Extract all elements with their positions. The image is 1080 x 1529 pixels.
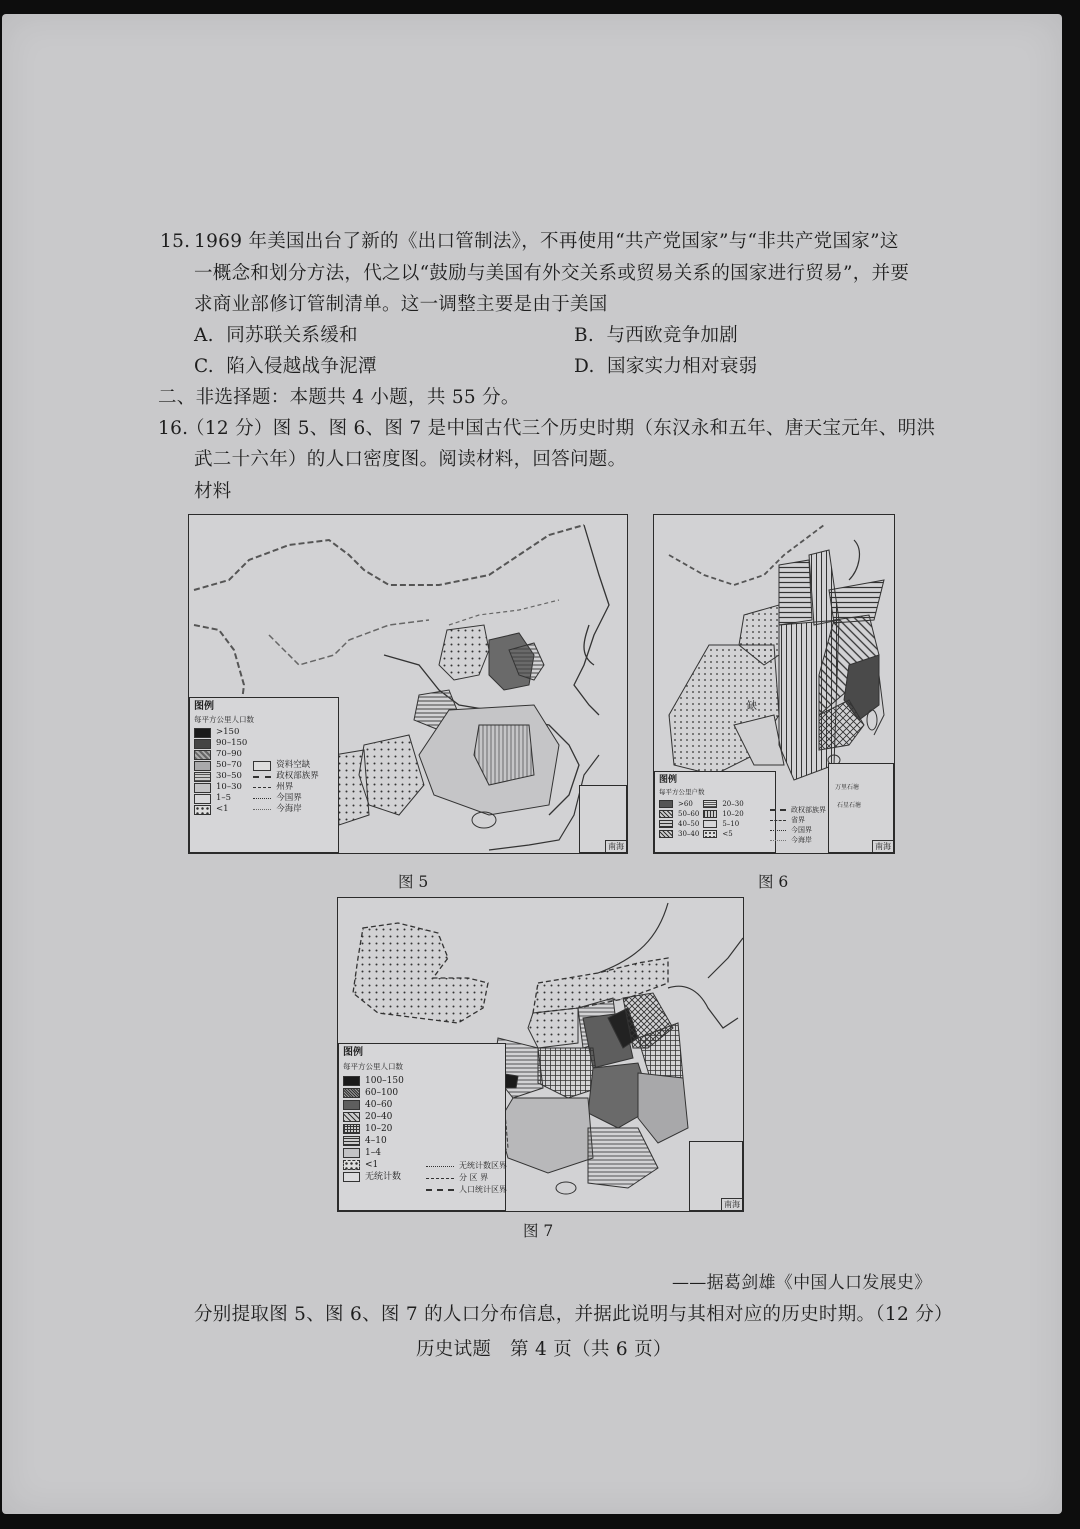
- legend-class: [194, 782, 247, 793]
- swatch-icon: [703, 800, 717, 808]
- line-symbol-icon: [253, 809, 271, 810]
- swatch-icon: [343, 1112, 360, 1122]
- source-citation: ——据葛剑雄《中国人口发展史》: [672, 1273, 932, 1293]
- swatch-icon: [194, 805, 211, 815]
- figure-5-legend: [189, 697, 339, 853]
- legend-symbol: [253, 771, 319, 782]
- line-symbol-icon: [426, 1189, 454, 1191]
- material-label: 材料: [194, 481, 232, 502]
- legend-class: [343, 1123, 501, 1135]
- q15-stem-line2: 一概念和划分方法，代之以“鼓励与美国有外交关系或贸易关系的国家进行贸易”，并要: [194, 263, 910, 284]
- legend-class: [343, 1075, 501, 1087]
- q16-task: 分别提取图 5、图 6、图 7 的人口分布信息，并据此说明与其相对应的历史时期。（12 分）: [194, 1304, 953, 1325]
- q15-option-d: [574, 356, 757, 378]
- swatch-icon: [194, 761, 211, 771]
- option-label: C.: [194, 356, 214, 377]
- legend-label: 政权部族界: [791, 806, 826, 814]
- legend-label: 40–50: [678, 820, 700, 828]
- q15-stem-line1: 1969 年美国出台了新的《出口管制法》，不再使用“共产党国家”与“非共产党国家”这: [194, 231, 899, 252]
- q15-option-b: [574, 325, 738, 347]
- swatch-icon: [194, 728, 211, 738]
- legend-label: 1–4: [365, 1148, 381, 1158]
- figure-7-map: [337, 897, 744, 1212]
- legend-label: 无统计数: [365, 1172, 402, 1182]
- swatch-icon: [703, 830, 717, 838]
- legend-symbol: [253, 793, 319, 804]
- legend-symbol: [426, 1172, 507, 1184]
- legend-class: [194, 804, 247, 815]
- legend-label: 90–150: [216, 738, 248, 748]
- figure-6-caption: 图 6: [758, 873, 789, 891]
- legend-label: 30–50: [216, 771, 242, 781]
- legend-label: 4–10: [365, 1136, 387, 1146]
- legend-symbol: [770, 815, 826, 825]
- legend-label: 60–100: [365, 1088, 399, 1098]
- swatch-icon: [343, 1088, 360, 1098]
- q15-option-c: [194, 356, 377, 378]
- legend-title: 图例: [659, 775, 678, 785]
- legend-label: >60: [678, 800, 693, 808]
- line-symbol-icon: [770, 830, 786, 831]
- legend-class: [703, 799, 743, 809]
- legend-class: [194, 727, 247, 738]
- line-symbol-icon: [426, 1178, 454, 1179]
- swatch-icon: [194, 794, 211, 804]
- legend-subtitle: 每平方公里户数: [659, 788, 705, 796]
- legend-label: 省界: [791, 816, 805, 824]
- option-text: 同苏联关系缓和: [226, 325, 358, 346]
- legend-symbol: [426, 1184, 507, 1196]
- swatch-icon: [659, 810, 673, 818]
- line-symbol-icon: [770, 820, 786, 821]
- legend-class: [194, 793, 247, 804]
- legend-class: [343, 1147, 501, 1159]
- swatch-icon: [343, 1076, 360, 1086]
- q15-stem-line3: 求商业部修订管制清单。这一调整主要是由于美国: [194, 294, 608, 315]
- legend-label: <5: [722, 830, 733, 838]
- legend-label: 30–40: [678, 830, 700, 838]
- legend-class: [659, 829, 699, 839]
- legend-class: [343, 1111, 501, 1123]
- figure-7-caption: 图 7: [523, 1222, 554, 1240]
- legend-label: 政权部族界: [276, 771, 319, 781]
- figure-6-legend: [654, 771, 776, 853]
- swatch-icon: [343, 1124, 360, 1134]
- line-symbol-icon: [253, 776, 271, 778]
- legend-label: 10–20: [365, 1124, 393, 1134]
- swatch-icon: [194, 772, 211, 782]
- q15-number: 15.: [160, 231, 191, 252]
- swatch-icon: [343, 1160, 360, 1170]
- legend-label: 10–30: [216, 782, 242, 792]
- legend-label: 今海岸: [276, 804, 302, 814]
- swatch-icon: [703, 810, 717, 818]
- swatch-icon: [343, 1148, 360, 1158]
- q16-stem-line2: 武二十六年）的人口密度图。阅读材料，回答问题。: [194, 449, 627, 470]
- legend-label: 5–10: [722, 820, 740, 828]
- legend-class: [659, 809, 699, 819]
- line-symbol-icon: [426, 1166, 454, 1167]
- swatch-icon: [194, 783, 211, 793]
- legend-label: 州界: [276, 782, 294, 792]
- legend-title: 图例: [343, 1047, 363, 1058]
- inset-label: 南海: [872, 840, 893, 852]
- legend-class: [703, 819, 743, 829]
- figure-5-map: [188, 514, 628, 854]
- swatch-icon: [343, 1172, 360, 1182]
- legend-label: 人口统计区界: [459, 1185, 507, 1194]
- swatch-icon: [194, 739, 211, 749]
- swatch-icon: [343, 1100, 360, 1110]
- swatch-icon: [703, 820, 717, 828]
- swatch-icon: [343, 1136, 360, 1146]
- legend-label: 20–30: [722, 800, 744, 808]
- legend-label: 50–60: [678, 810, 700, 818]
- option-label: B.: [574, 325, 595, 346]
- legend-symbol: [253, 760, 319, 771]
- legend-class: [194, 760, 247, 771]
- legend-class: [659, 799, 699, 809]
- line-symbol-icon: [770, 809, 786, 811]
- legend-class: [194, 749, 247, 760]
- swatch-icon: [194, 750, 211, 760]
- legend-label: 分 区 界: [459, 1173, 489, 1182]
- option-label: A.: [194, 325, 214, 346]
- legend-label: 20–40: [365, 1112, 393, 1122]
- legend-label: 70–90: [216, 749, 242, 759]
- legend-class: [703, 829, 743, 839]
- inset-label: 南海: [605, 840, 626, 852]
- swatch-icon: [253, 761, 271, 771]
- legend-label: 50–70: [216, 760, 242, 770]
- section-heading: 二、非选择题：本题共 4 小题，共 55 分。: [158, 387, 520, 408]
- legend-class: [659, 819, 699, 829]
- swatch-icon: [659, 820, 673, 828]
- option-text: 与西欧竞争加剧: [606, 325, 739, 346]
- legend-class: [343, 1135, 501, 1147]
- option-text: 国家实力相对衰弱: [607, 356, 758, 377]
- figure-7-line-legend: [426, 1160, 507, 1196]
- q15-option-a: [194, 325, 358, 347]
- south-china-sea-inset: [689, 1141, 743, 1211]
- figure-5-caption: 图 5: [398, 873, 429, 891]
- option-text: 陷入侵越战争泥潭: [226, 356, 377, 377]
- legend-label: >150: [216, 727, 240, 737]
- legend-label: 40–60: [365, 1100, 393, 1110]
- legend-subtitle: 每平方公里人口数: [343, 1062, 403, 1071]
- legend-class: [343, 1087, 501, 1099]
- legend-label: 今海岸: [791, 836, 812, 844]
- legend-symbol: [770, 835, 826, 845]
- legend-label: 今国界: [791, 826, 812, 834]
- legend-symbol: [253, 804, 319, 815]
- legend-label: 100–150: [365, 1076, 404, 1086]
- swatch-icon: [659, 830, 673, 838]
- page-footer: 历史试题 第 4 页（共 6 页）: [416, 1339, 672, 1360]
- option-label: D.: [574, 356, 595, 377]
- missing-data-label: 缺: [747, 701, 757, 712]
- legend-label: 10–20: [722, 810, 744, 818]
- figure-6-line-legend: [770, 805, 826, 845]
- inset-label: 万里石塘: [835, 784, 860, 791]
- legend-label: <1: [365, 1160, 379, 1170]
- legend-subtitle: 每平方公里人口数: [194, 715, 254, 724]
- q16-number: 16.: [158, 418, 189, 439]
- legend-title: 图例: [194, 701, 214, 712]
- inset-label: 石星石塘: [837, 802, 862, 809]
- legend-label: 无统计数区界: [459, 1161, 507, 1170]
- legend-label: 今国界: [276, 793, 302, 803]
- legend-label: 1–5: [216, 793, 232, 803]
- figure-6-map: [653, 514, 895, 854]
- inset-label: 南海: [721, 1198, 742, 1210]
- south-china-sea-inset: [579, 785, 627, 853]
- line-symbol-icon: [770, 840, 786, 841]
- line-symbol-icon: [253, 787, 271, 788]
- legend-symbol: [426, 1160, 507, 1172]
- legend-class: [194, 738, 247, 749]
- legend-class: [703, 809, 743, 819]
- legend-symbol: [770, 805, 826, 815]
- legend-label: 资料空缺: [276, 760, 311, 770]
- legend-symbol: [253, 782, 319, 793]
- legend-class: [343, 1099, 501, 1111]
- legend-label: <1: [216, 804, 229, 814]
- q16-stem-line1: （12 分）图 5、图 6、图 7 是中国古代三个历史时期（东汉永和五年、唐天宝元年、明洪: [186, 418, 936, 439]
- south-china-sea-inset: [828, 763, 894, 853]
- line-symbol-icon: [253, 798, 271, 799]
- swatch-icon: [659, 800, 673, 808]
- legend-symbol: [770, 825, 826, 835]
- legend-class: [194, 771, 247, 782]
